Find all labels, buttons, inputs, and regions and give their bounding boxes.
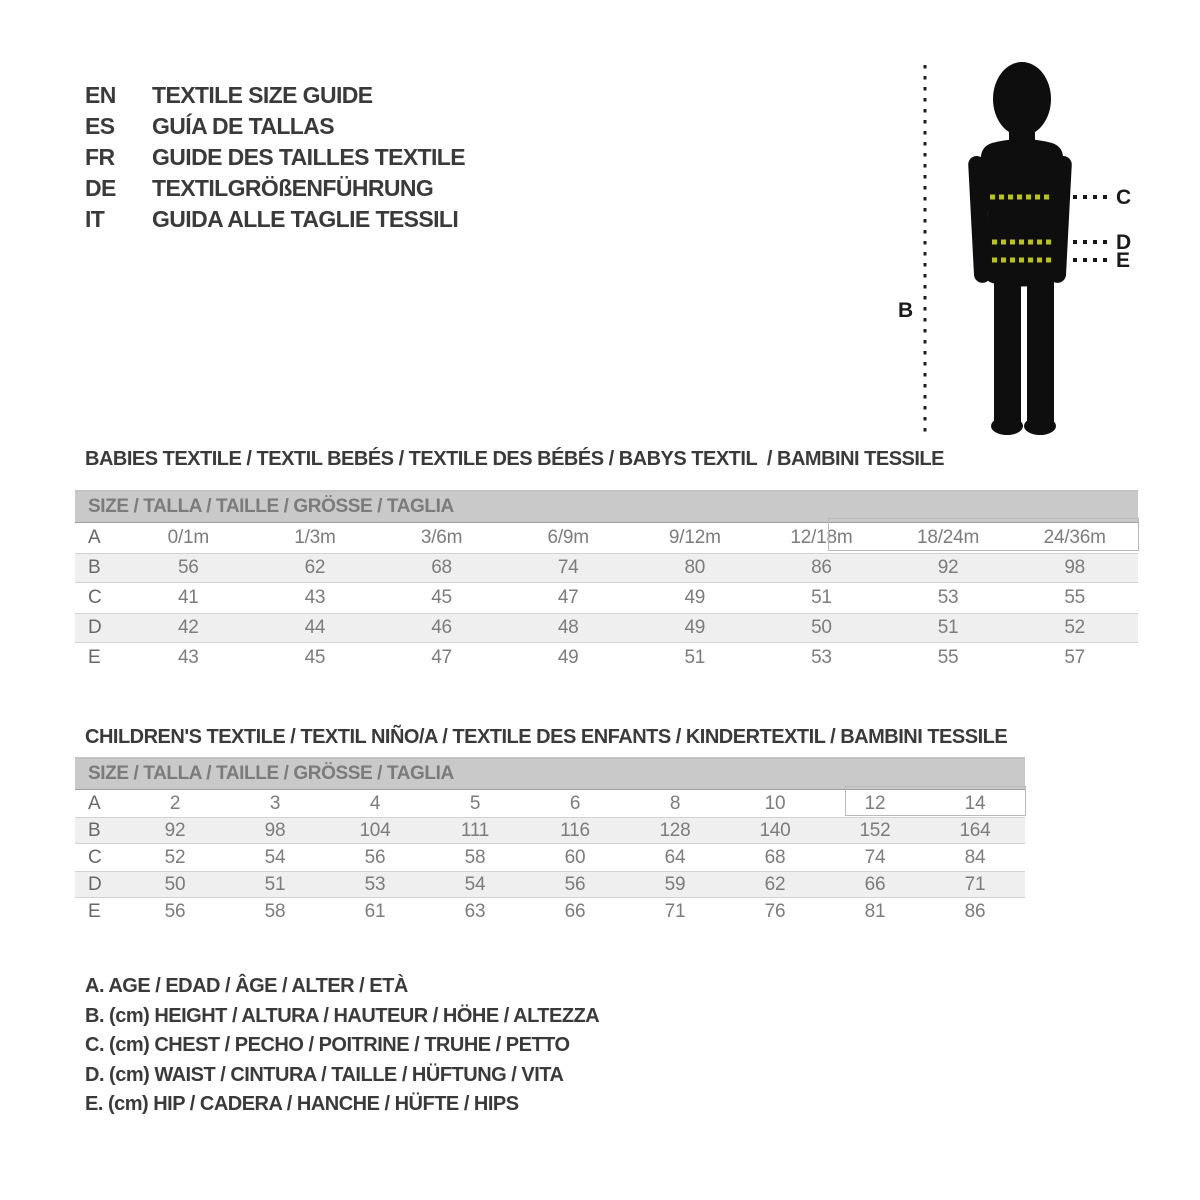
size-cell: 111 xyxy=(460,819,490,841)
row-label: E xyxy=(88,647,101,668)
table-row-c xyxy=(75,844,1025,871)
language-code: DE xyxy=(85,175,116,201)
language-title-list xyxy=(85,80,465,235)
size-cell: 98 xyxy=(1064,557,1086,578)
size-cell: 76 xyxy=(764,900,786,922)
babies-section-title: BABIES TEXTILE / TEXTIL BEBÉS / TEXTILE DES BÉBÉS / BABYS TEXTIL / BAMBINI TESSILE xyxy=(85,448,944,470)
size-cell: 86 xyxy=(964,900,986,922)
waist-label: D xyxy=(1116,231,1132,254)
legend-line-age: A. AGE / EDAD / ÂGE / ALTER / ETÀ xyxy=(85,975,408,997)
size-cell: 60 xyxy=(564,846,586,868)
size-cell: 128 xyxy=(659,819,691,841)
size-cell: 71 xyxy=(664,900,686,922)
size-cell: 53 xyxy=(811,647,832,668)
size-cell: 63 xyxy=(464,900,486,922)
language-code: IT xyxy=(85,206,105,232)
size-cell: 86 xyxy=(811,557,832,578)
size-cell: 58 xyxy=(464,846,486,868)
table-header: SIZE / TALLA / TAILLE / GRÖSSE / TAGLIA xyxy=(75,490,1138,523)
size-cell: 43 xyxy=(177,647,199,668)
size-cell: 55 xyxy=(937,647,959,668)
size-cell: 47 xyxy=(431,647,452,668)
language-row-it xyxy=(85,204,465,235)
language-code: ES xyxy=(85,113,115,139)
size-cell: 41 xyxy=(177,587,199,608)
size-cell: 47 xyxy=(557,587,579,608)
size-cell: 2 xyxy=(169,792,181,814)
table-row-a xyxy=(75,790,1025,817)
size-cell: 62 xyxy=(304,557,326,578)
row-label: A xyxy=(88,527,101,548)
size-cell: 52 xyxy=(164,846,186,868)
size-cell: 104 xyxy=(359,819,391,841)
babies-size-table xyxy=(75,490,1138,673)
size-cell: 42 xyxy=(177,617,199,638)
size-cell: 50 xyxy=(164,873,186,895)
child-measurement-figure xyxy=(890,50,1145,450)
legend-line-waist: D. (cm) WAIST / CINTURA / TAILLE / HÜFTUNG / VITA xyxy=(85,1063,564,1086)
size-cell: 51 xyxy=(264,873,286,895)
size-cell: 43 xyxy=(304,587,326,608)
size-cell: 54 xyxy=(464,873,486,895)
size-cell: 3/6m xyxy=(420,527,463,548)
size-cell: 84 xyxy=(964,846,986,868)
size-cell: 66 xyxy=(564,900,586,922)
size-cell: 51 xyxy=(684,647,706,668)
language-title: TEXTILGRÖßENFÜHRUNG xyxy=(152,175,434,201)
size-cell: 49 xyxy=(557,647,579,668)
children-size-table xyxy=(75,757,1025,925)
size-cell: 12 xyxy=(864,792,886,814)
size-cell: 45 xyxy=(431,587,452,608)
measurement-legend xyxy=(85,972,599,1120)
size-cell: 152 xyxy=(859,819,891,841)
language-title: GUÍA DE TALLAS xyxy=(152,113,334,139)
size-cell: 51 xyxy=(811,587,832,608)
children-section-title: CHILDREN'S TEXTILE / TEXTIL NIÑO/A / TEXTILE DES ENFANTS / KINDERTEXTIL / BAMBINI TESSILE xyxy=(85,726,1008,748)
language-row-es xyxy=(85,111,465,142)
size-cell: 58 xyxy=(264,900,286,922)
language-title: TEXTILE SIZE GUIDE xyxy=(152,82,373,108)
size-cell: 62 xyxy=(764,873,786,895)
size-cell: 51 xyxy=(937,617,959,638)
language-code: EN xyxy=(85,82,116,108)
size-cell: 66 xyxy=(864,873,886,895)
size-cell: 50 xyxy=(811,617,832,638)
row-label: D xyxy=(88,873,102,895)
table-header: SIZE / TALLA / TAILLE / GRÖSSE / TAGLIA xyxy=(75,757,1025,790)
size-cell: 53 xyxy=(937,587,959,608)
language-code: FR xyxy=(85,144,115,170)
row-label: E xyxy=(88,900,101,922)
size-cell: 44 xyxy=(304,617,326,638)
size-cell: 164 xyxy=(959,819,991,841)
size-cell: 1/3m xyxy=(294,527,336,548)
size-cell: 61 xyxy=(364,900,386,922)
table-row-c xyxy=(75,583,1138,613)
legend-line-height: B. (cm) HEIGHT / ALTURA / HAUTEUR / HÖHE / ALTEZZA xyxy=(85,1004,600,1027)
size-cell: 24/36m xyxy=(1043,527,1106,548)
size-cell: 74 xyxy=(864,846,886,868)
size-cell: 3 xyxy=(269,792,281,814)
table-row-d xyxy=(75,613,1138,643)
legend-line-hip: E. (cm) HIP / CADERA / HANCHE / HÜFTE / HIPS xyxy=(85,1093,519,1115)
size-cell: 49 xyxy=(684,587,706,608)
table-row-b xyxy=(75,553,1138,583)
size-cell: 59 xyxy=(664,873,686,895)
size-cell: 98 xyxy=(264,819,286,841)
row-label: A xyxy=(88,792,101,814)
table-row-e xyxy=(75,898,1025,925)
height-label: B xyxy=(898,299,914,322)
size-cell: 8 xyxy=(669,792,681,814)
size-cell: 92 xyxy=(164,819,186,841)
size-cell: 4 xyxy=(369,792,381,814)
size-cell: 116 xyxy=(560,819,590,841)
size-cell: 6 xyxy=(569,792,581,814)
size-cell: 12/18m xyxy=(790,527,853,548)
chest-label: C xyxy=(1116,186,1132,209)
size-cell: 57 xyxy=(1064,647,1086,668)
table-row-d xyxy=(75,871,1025,898)
size-cell: 48 xyxy=(557,617,579,638)
row-label: C xyxy=(88,846,102,868)
table-row-a xyxy=(75,523,1138,553)
legend-line-chest: C. (cm) CHEST / PECHO / POITRINE / TRUHE / PETTO xyxy=(85,1034,570,1056)
size-cell: 52 xyxy=(1064,617,1086,638)
size-cell: 49 xyxy=(684,617,706,638)
language-row-fr xyxy=(85,142,465,173)
hip-label: E xyxy=(1116,249,1131,272)
size-cell: 9/12m xyxy=(668,527,721,548)
row-label: D xyxy=(88,617,102,638)
table-row-b xyxy=(75,817,1025,844)
language-title: GUIDE DES TAILLES TEXTILE xyxy=(152,144,465,170)
size-cell: 68 xyxy=(764,846,786,868)
table-row-e xyxy=(75,643,1138,673)
size-cell: 68 xyxy=(431,557,452,578)
size-cell: 53 xyxy=(364,873,386,895)
size-cell: 45 xyxy=(304,647,326,668)
size-cell: 18/24m xyxy=(916,527,980,548)
row-label: B xyxy=(88,819,101,841)
size-cell: 56 xyxy=(564,873,586,895)
size-cell: 80 xyxy=(684,557,706,578)
size-cell: 56 xyxy=(177,557,199,578)
size-cell: 55 xyxy=(1064,587,1086,608)
row-label: C xyxy=(88,587,102,608)
child-silhouette xyxy=(968,62,1072,435)
row-label: B xyxy=(88,557,101,578)
size-cell: 6/9m xyxy=(547,527,589,548)
size-cell: 56 xyxy=(164,900,186,922)
size-cell: 54 xyxy=(264,846,286,868)
language-row-en xyxy=(85,80,465,111)
size-cell: 10 xyxy=(764,792,786,814)
size-cell: 0/1m xyxy=(167,527,210,548)
size-cell: 81 xyxy=(864,900,886,922)
size-cell: 71 xyxy=(964,873,986,895)
size-cell: 46 xyxy=(431,617,452,638)
size-cell: 14 xyxy=(964,792,986,814)
size-cell: 56 xyxy=(364,846,386,868)
size-cell: 92 xyxy=(937,557,959,578)
size-cell: 140 xyxy=(759,819,791,841)
size-cell: 5 xyxy=(469,792,481,814)
size-cell: 64 xyxy=(664,846,686,868)
size-cell: 74 xyxy=(557,557,579,578)
language-title: GUIDA ALLE TAGLIE TESSILI xyxy=(152,206,459,232)
language-row-de xyxy=(85,173,465,204)
